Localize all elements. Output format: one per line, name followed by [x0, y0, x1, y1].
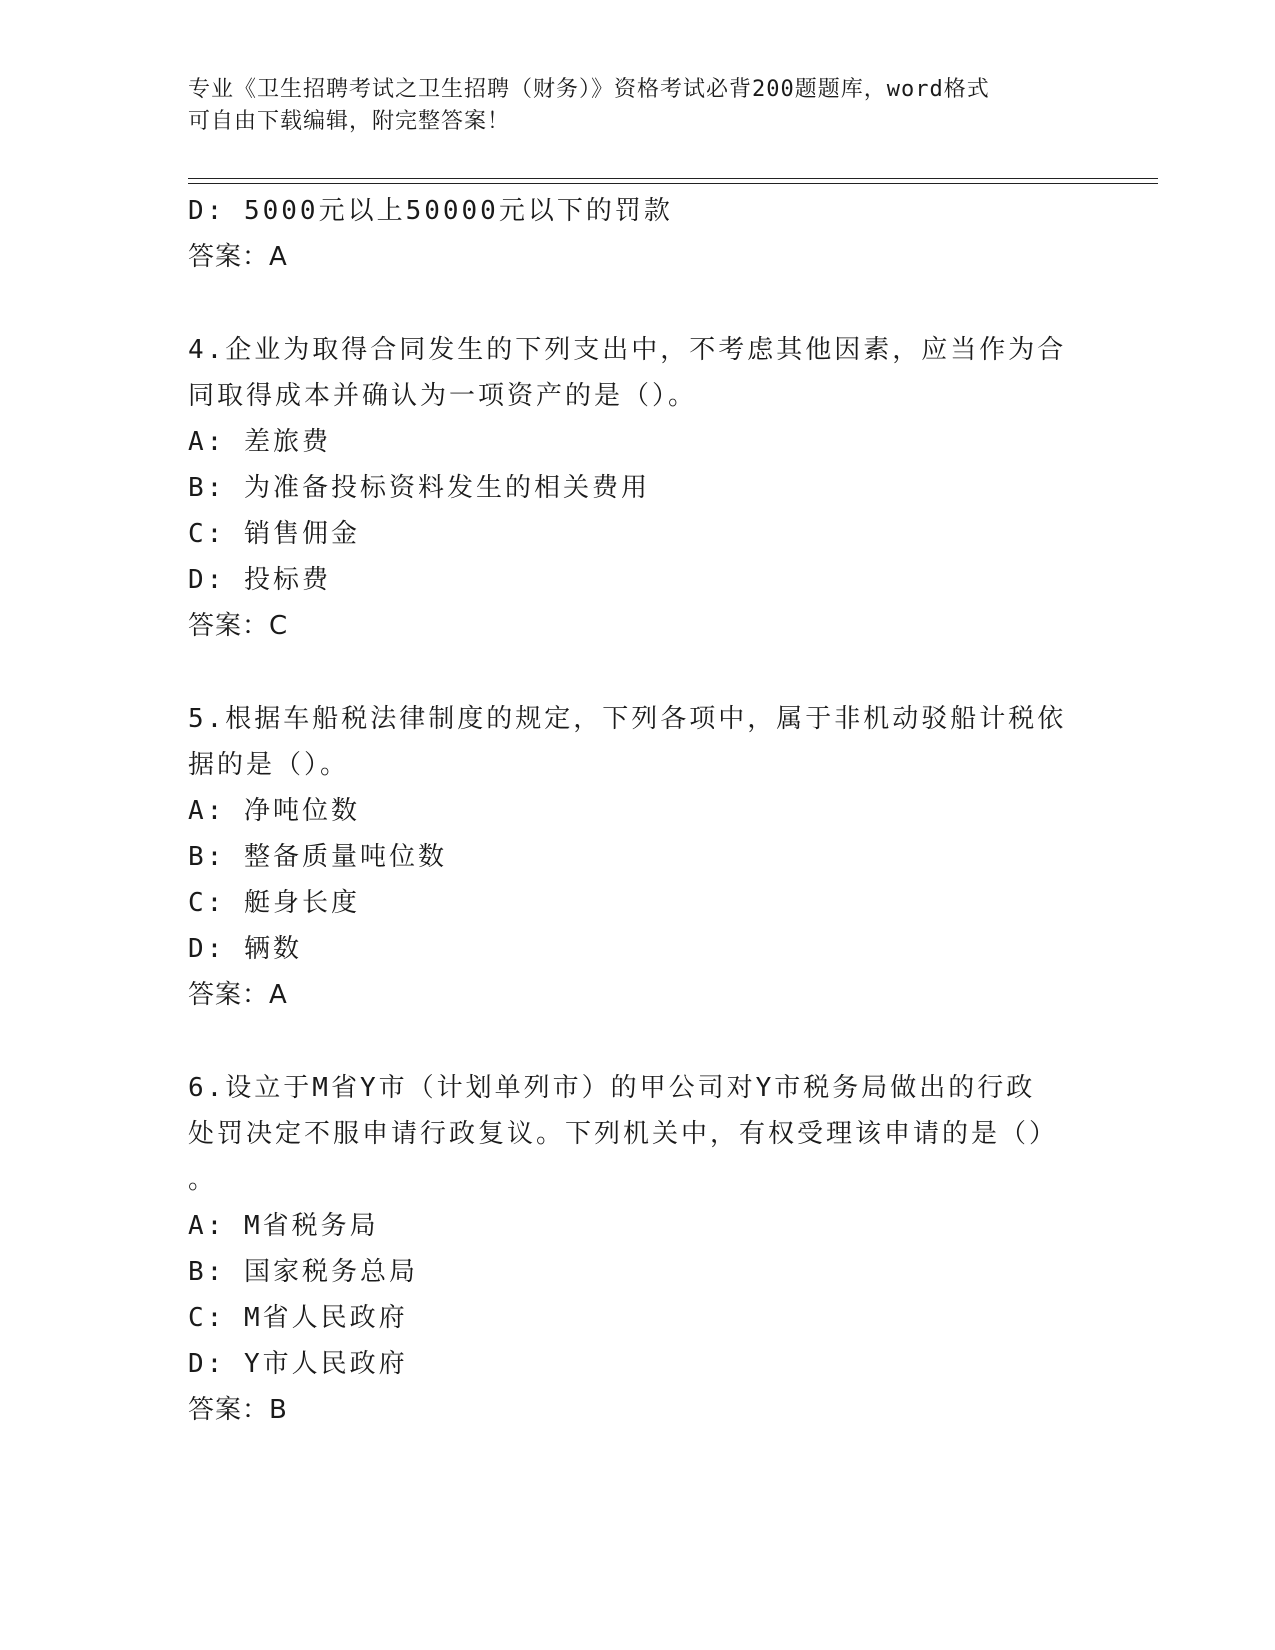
question-stem-line: 6.设立于M省Y市（计划单列市）的甲公司对Y市税务局做出的行政: [188, 1073, 1036, 1103]
question-4: [188, 327, 1068, 649]
question-stem-line: 4.企业为取得合同发生的下列支出中，不考虑其他因素，应当作为合: [188, 335, 1067, 365]
option-b: B: 为准备投标资料发生的相关费用: [188, 473, 650, 503]
document-header: [188, 74, 1088, 138]
question-list: [188, 188, 1068, 1433]
question-6: [188, 1065, 1068, 1433]
question-stem-line: 。: [188, 1165, 218, 1195]
option-d: D: Y市人民政府: [188, 1349, 408, 1379]
header-divider-bottom: [188, 183, 1158, 184]
option-b: B: 整备质量吨位数: [188, 842, 447, 872]
answer-line: 答案：B: [188, 1395, 288, 1425]
option-c: C: 销售佣金: [188, 519, 360, 549]
option-a: A: 差旅费: [188, 427, 331, 457]
previous-question-tail: [188, 188, 1068, 280]
option-d: D: 投标费: [188, 565, 331, 595]
option-a: A: M省税务局: [188, 1211, 379, 1241]
question-stem-line: 同取得成本并确认为一项资产的是（）。: [188, 381, 698, 411]
option-b: B: 国家税务总局: [188, 1257, 418, 1287]
header-line-1: 专业《卫生招聘考试之卫生招聘（财务）》资格考试必背200题题库，word格式: [188, 77, 990, 102]
option-a: A: 净吨位数: [188, 796, 360, 826]
question-stem-line: 处罚决定不服申请行政复议。下列机关中，有权受理该申请的是（）: [188, 1119, 1059, 1149]
answer-line: 答案：A: [188, 980, 288, 1010]
option-c: C: M省人民政府: [188, 1303, 408, 1333]
question-stem-line: 据的是（）。: [188, 750, 350, 780]
option-d: D: 5000元以上50000元以下的罚款: [188, 196, 673, 226]
question-5: [188, 696, 1068, 1018]
header-divider-top: [188, 178, 1158, 179]
question-stem-line: 5.根据车船税法律制度的规定，下列各项中，属于非机动驳船计税依: [188, 704, 1067, 734]
option-d: D: 辆数: [188, 934, 302, 964]
header-line-2: 可自由下载编辑，附完整答案！: [188, 109, 511, 134]
answer-line: 答案：C: [188, 611, 289, 641]
option-c: C: 艇身长度: [188, 888, 360, 918]
answer-line: 答案：A: [188, 242, 288, 272]
